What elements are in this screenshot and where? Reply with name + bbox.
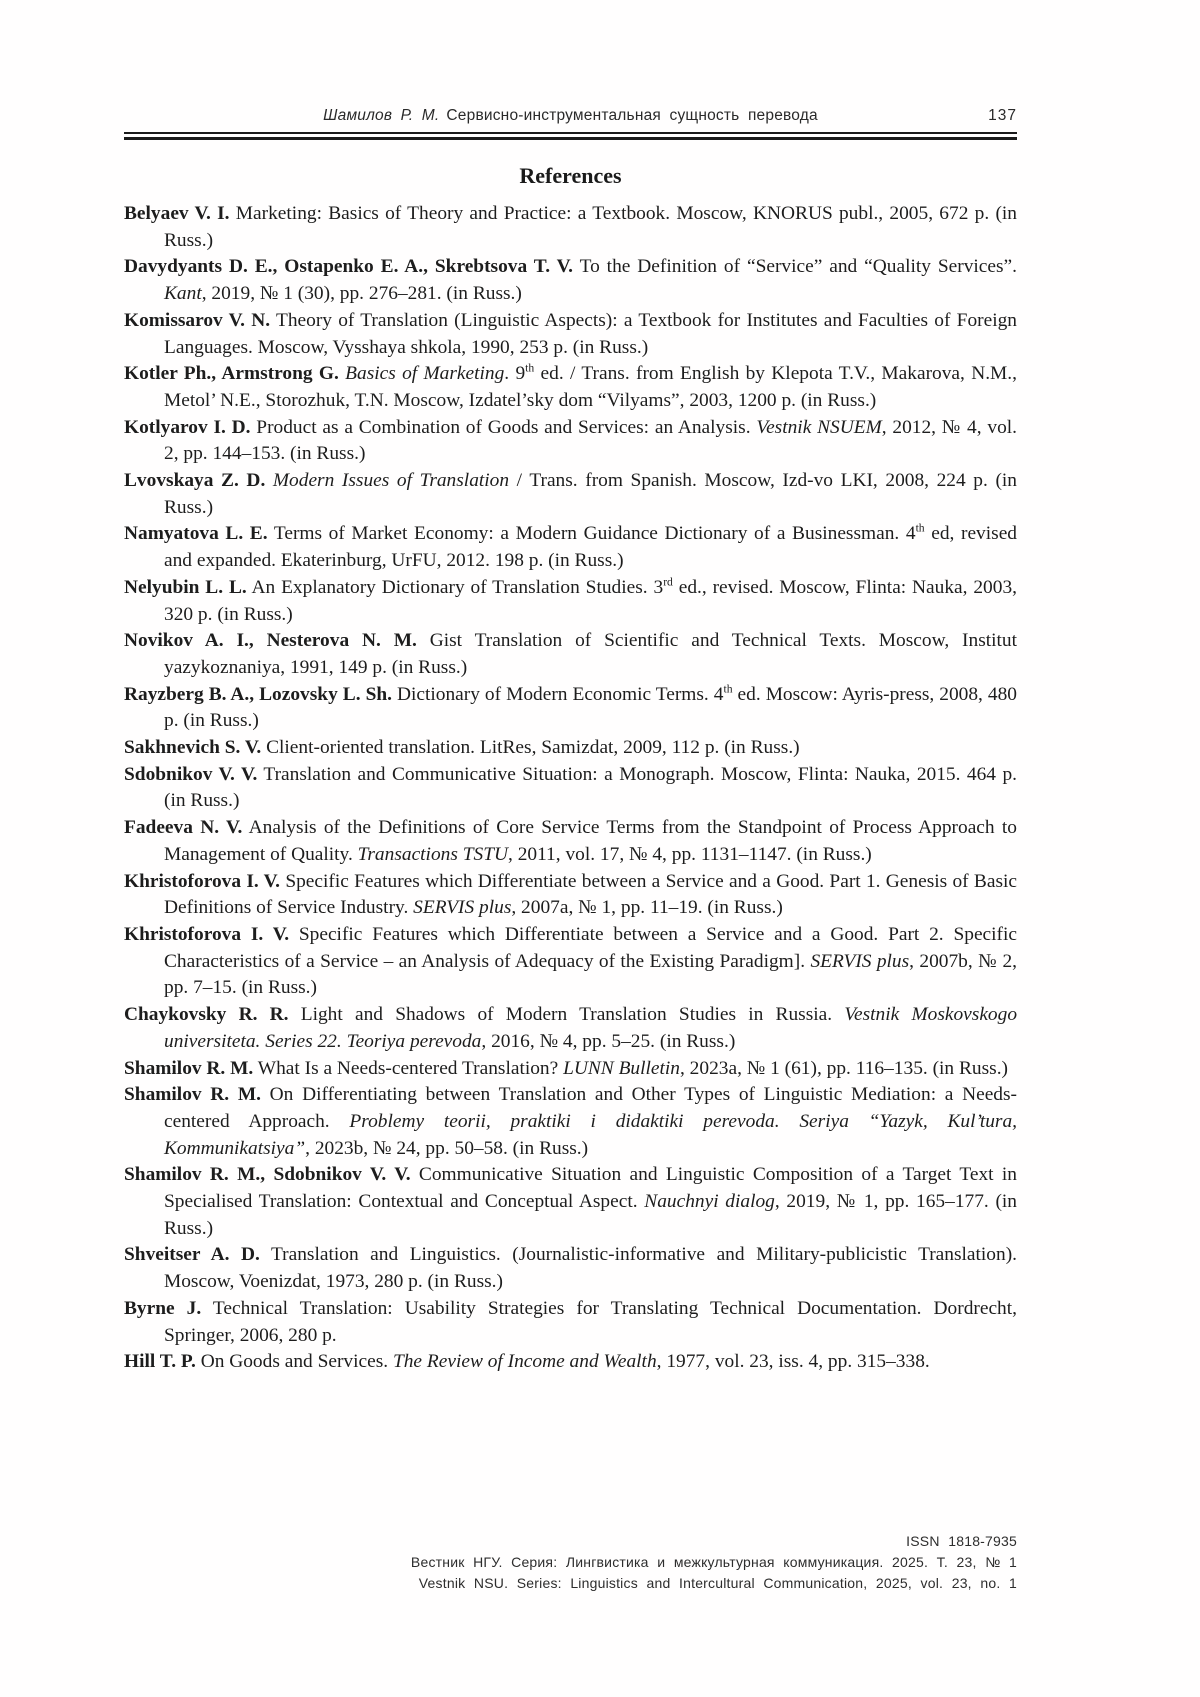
page-number: 137 [988, 107, 1017, 124]
reference-text: , 2023b, № 24, pp. 50–58. (in Russ.) [305, 1137, 589, 1159]
reference-authors: Khristoforova I. V. [124, 923, 290, 945]
reference-entry [124, 521, 1017, 574]
reference-text: , 2007a, № 1, pp. 11–19. (in Russ.) [511, 897, 783, 919]
reference-text: ed. / Trans. from English by Klepota T.V., Makarova, N.M., Metol’ N.E., Storozhuk, T.N. Moscow, Izdatel’sky dom “Vilyams”, 2003, 1200 p. (in Russ.) [164, 363, 1017, 411]
reference-text: ed., revised. Moscow, Flinta: Nauka, 2003, 320 p. (in Russ.) [164, 576, 1017, 625]
reference-text: Specific Features which Differentiate between a Service and a Good. Part 2. Specific Characteristics of a Service – an Analysis of Adequacy of the Existing Paradigm]. [164, 923, 1017, 972]
reference-text: Dictionary of Modern Economic Terms. 4 [391, 683, 724, 705]
reference-entry [124, 1242, 1017, 1295]
reference-authors: Hill T. P. [124, 1351, 196, 1373]
reference-authors: Sdobnikov V. V. [124, 763, 258, 785]
reference-authors: Rayzberg B. A., Lozovsky L. Sh. [124, 683, 392, 705]
footer-journal-en: Vestnik NSU. Series: Linguistics and Intercultural Communication, 2025, vol. 23, no. 1 [418, 1575, 1017, 1591]
reference-text: ed. Moscow: Ayris-press, 2008, 480 p. (in Russ.) [164, 683, 1017, 732]
reference-entry [124, 922, 1017, 1002]
reference-authors: Namyatova L. E. [124, 523, 268, 545]
reference-source-title: Kant [164, 283, 202, 305]
reference-entry [124, 201, 1017, 254]
reference-authors: Nelyubin L. L. [124, 576, 247, 598]
running-head-title: Сервисно-инструментальная сущность перевода [446, 107, 818, 124]
reference-authors: Shamilov R. M. [124, 1057, 254, 1079]
reference-text: , 2019, № 1 (30), pp. 276–281. (in Russ.) [201, 283, 522, 305]
reference-text: , 2019, № 1, pp. 165–177. (in Russ.) [164, 1191, 1018, 1239]
reference-entry [124, 254, 1017, 307]
reference-entry [124, 628, 1017, 681]
reference-entry [124, 762, 1017, 815]
reference-entry [124, 575, 1017, 628]
reference-text: Translation and Communicative Situation: a Monograph. Moscow, Flinta: Nauka, 2015. 464 p. (in Russ.) [164, 763, 1017, 812]
reference-entry [124, 682, 1017, 735]
ordinal-suffix: th [915, 521, 925, 535]
reference-authors: Fadeeva N. V. [124, 817, 243, 839]
reference-text: Gist Translation of Scientific and Technical Texts. Moscow, Institut yazykoznaniya, 1991, 149 p. (in Russ.) [164, 630, 1017, 678]
reference-source-title: Vestnik Moskovskogo universiteta. Series 22. Teoriya perevoda [164, 1004, 1018, 1052]
reference-entry [124, 1082, 1017, 1162]
reference-text: ed, revised and expanded. Ekaterinburg, UrFU, 2012. 198 p. (in Russ.) [164, 523, 1017, 572]
reference-entry [124, 415, 1017, 468]
ordinal-suffix: rd [663, 575, 673, 589]
reference-text: , 2011, vol. 17, № 4, pp. 1131–1147. (in Russ.) [508, 843, 872, 865]
reference-text: Light and Shadows of Modern Translation Studies in Russia. [288, 1004, 845, 1026]
reference-text: Client-oriented translation. LitRes, Samizdat, 2009, 112 p. (in Russ.) [261, 737, 800, 759]
reference-authors: Belyaev V. I. [124, 203, 230, 224]
reference-text: On Goods and Services. [195, 1351, 393, 1373]
reference-source-title: Modern Issues of Translation [265, 470, 510, 492]
reference-authors: Shamilov R. M. [124, 1084, 261, 1106]
reference-source-title: Vestnik NSUEM [756, 416, 882, 438]
reference-text: Translation and Linguistics. (Journalistic-informative and Military-publicistic Translation). Moscow, Voenizdat, 1973, 280 p. (in Russ.) [164, 1244, 1017, 1293]
reference-source-title: The Review of Income and Wealth [392, 1351, 657, 1373]
reference-authors: Novikov A. I., Nesterova N. M. [124, 630, 417, 652]
reference-authors: Davydyants D. E., Ostapenko E. A., Skrebtsova T. V. [124, 256, 574, 278]
reference-text: / Trans. from Spanish. Moscow, Izd-vo LKI, 2008, 224 p. (in Russ.) [164, 470, 1018, 518]
reference-text: , 2007b, № 2, pp. 7–15. (in Russ.) [164, 950, 1017, 999]
reference-text: Communicative Situation and Linguistic Composition of a Target Text in Specialised Translation: Contextual and Conceptual Aspect. [164, 1164, 1017, 1213]
running-head-author: Шамилов Р. М. [323, 107, 440, 124]
reference-text: Technical Translation: Usability Strategies for Translating Technical Documentation. Dordrecht, Springer, 2006, 280 p. [164, 1297, 1017, 1346]
reference-entry [124, 361, 1017, 414]
section-title: References [519, 163, 622, 188]
reference-authors: Kotler Ph., Armstrong G. [124, 363, 339, 385]
reference-authors: Sakhnevich S. V. [124, 737, 262, 759]
reference-text: , 1977, vol. 23, iss. 4, pp. 315–338. [656, 1351, 930, 1373]
reference-source-title: SERVIS plus [413, 897, 512, 919]
reference-text: Analysis of the Definitions of Core Service Terms from the Standpoint of Process Approach to Management of Quality. [164, 817, 1017, 865]
reference-text: Product as a Combination of Goods and Services: an Analysis. [250, 416, 757, 438]
reference-authors: Lvovskaya Z. D. [124, 470, 266, 492]
reference-text: To the Definition of “Service” and “Quality Services”. [573, 256, 1017, 278]
reference-entry [124, 1002, 1017, 1055]
reference-source-title: SERVIS plus [810, 950, 910, 972]
reference-text: An Explanatory Dictionary of Translation Studies. 3 [246, 576, 664, 598]
reference-entry [124, 308, 1017, 361]
references-list [124, 201, 1017, 1376]
reference-authors: Chaykovsky R. R. [124, 1004, 289, 1026]
header-double-rule [124, 132, 1017, 140]
reference-source-title: Problemy teorii, praktiki i didaktiki perevoda. Seriya “Yazyk, Kul’tura, Kommunikatsiya” [164, 1110, 1017, 1159]
reference-text: Theory of Translation (Linguistic Aspects): a Textbook for Institutes and Faculties of Foreign Languages. Moscow, Vysshaya shkola, 1990, 253 p. (in Russ.) [164, 309, 1017, 358]
page-footer [411, 1531, 1017, 1594]
reference-source-title: Nauchnyi dialog [644, 1191, 775, 1213]
reference-entry [124, 815, 1017, 868]
reference-text: . 9 [504, 363, 526, 385]
reference-text: , 2016, № 4, pp. 5–25. (in Russ.) [481, 1030, 736, 1052]
reference-source-title: LUNN Bulletin [563, 1057, 680, 1079]
reference-authors: Kotlyarov I. D. [124, 416, 251, 438]
reference-text: What Is a Needs-centered Translation? [253, 1057, 564, 1079]
reference-text: , 2012, № 4, vol. 2, pp. 144–153. (in Russ.) [164, 416, 1017, 465]
reference-text: On Differentiating between Translation and Other Types of Linguistic Mediation: a Needs-centered Approach. [164, 1084, 1018, 1132]
reference-text: , 2023a, № 1 (61), pp. 116–135. (in Russ.) [679, 1057, 1008, 1079]
footer-issn: ISSN 1818-7935 [906, 1533, 1017, 1549]
reference-source-title: Basics of Marketing [338, 363, 505, 385]
reference-text: Terms of Market Economy: a Modern Guidance Dictionary of a Businessman. 4 [267, 523, 916, 545]
reference-authors: Shamilov R. M., Sdobnikov V. V. [124, 1164, 411, 1186]
reference-authors: Komissarov V. N. [124, 309, 271, 331]
ordinal-suffix: th [525, 361, 535, 375]
reference-entry [124, 1296, 1017, 1349]
running-head [124, 106, 1017, 126]
reference-entry [124, 1056, 1017, 1083]
reference-text: Specific Features which Differentiate between a Service and a Good. Part 1. Genesis of Basic Definitions of Service Industry. [164, 870, 1017, 919]
reference-entry [124, 1349, 1017, 1376]
reference-text: Marketing: Basics of Theory and Practice: a Textbook. Moscow, KNORUS publ., 2005, 672 p. (in Russ.) [164, 203, 1017, 251]
reference-entry [124, 1162, 1017, 1242]
ordinal-suffix: th [723, 682, 733, 696]
reference-entry [124, 869, 1017, 922]
reference-source-title: Transactions TSTU [357, 843, 508, 865]
reference-entry [124, 735, 1017, 762]
reference-authors: Khristoforova I. V. [124, 870, 281, 892]
reference-authors: Byrne J. [124, 1297, 202, 1319]
footer-journal-ru: Вестник НГУ. Серия: Лингвистика и межкультурная коммуникация. 2025. Т. 23, № 1 [410, 1554, 1017, 1570]
reference-authors: Shveitser A. D. [124, 1244, 260, 1266]
reference-entry [124, 468, 1017, 521]
